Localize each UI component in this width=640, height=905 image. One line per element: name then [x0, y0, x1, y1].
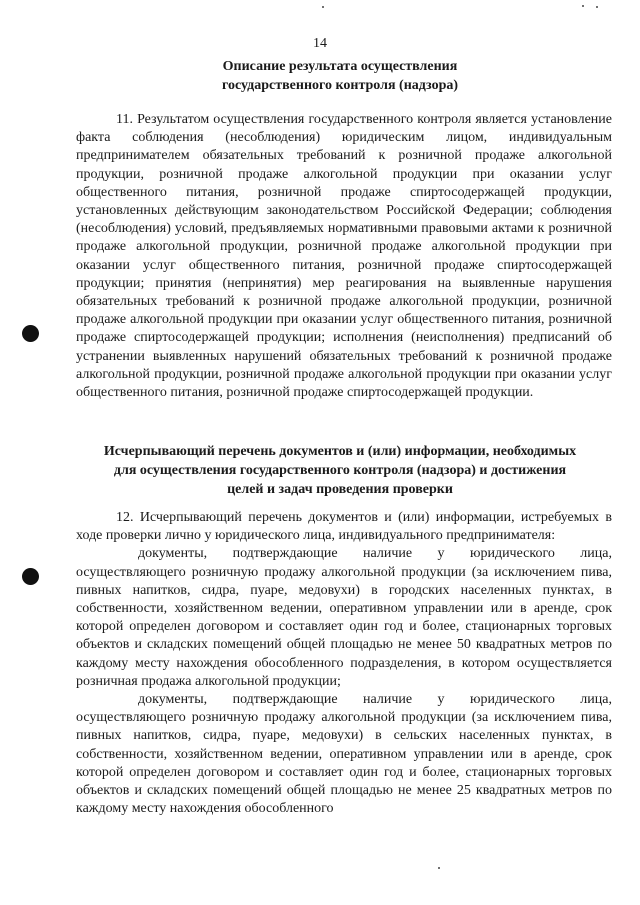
- list-item: документы, подтверждающие наличие у юридического лица, осуществляющего розничную продажу алкогольной продукции (за исключением пива, пивных напитков, сидра, пуаре, медовухи) в городских населенных пунктах, в собственности, хозяйственном ведении, оперативном управлении или в аренде, срок которой определен договором и составляет один год и более, стационарных торговых объектов и складских помещений общей площадью не менее 50 квадратных метров по каждому месту нахождения обособленного подразделения, в котором осуществляется розничная продажа алкогольной продукции;: [76, 546, 612, 689]
- paragraph-text: 11. Результатом осуществления государственного контроля является установление факта соблюдения (несоблюдения) юридическим лицом, индивидуальным предпринимателем обязательных требований к розничной продаже алкогольной продукции, розничной продаже алкогольной продукции при оказании услуг общественного питания, розничной продаже спиртосодержащей продукции, установленных действующим законодательством Российской Федерации; соблюдения (несоблюдения) условий, предъявляемых нормативными правовыми актами к розничной продаже алкогольной продукции, розничной продаже алкогольной продукции при оказании услуг общественного питания, розничной продаже спиртосодержащей продукции; принятия (непринятия) мер реагирования на выявленные нарушения обязательных требований к розничной продаже алкогольной продукции, розничной продаже алкогольной продукции при оказании услуг общественного питания, розничной продаже спиртосодержащей продукции; исполнения (неисполнения) предписаний об устранении выявленных нарушений обязательных требований к розничной продаже алкогольной продукции, розничной продаже алкогольной продукции при оказании услуг общественного питания, розничной продаже спиртосодержащей продукции.: [76, 112, 612, 401]
- binder-hole-mark: [22, 325, 39, 342]
- scan-speck: [596, 6, 598, 8]
- scan-speck: [582, 5, 584, 7]
- list-item: документы, подтверждающие наличие у юридического лица, осуществляющего розничную продажу алкогольной продукции (за исключением пива, пивных напитков, сидра, пуаре, медовухи) в сельских населенных пунктах, в собственности, хозяйственном ведении, оперативном управлении или в аренде, срок которой определен договором и составляет один год и более, стационарных торговых объектов и складских помещений общей площадью не менее 25 квадратных метров по каждому месту нахождения обособленного: [76, 692, 612, 817]
- scan-speck: [438, 867, 440, 869]
- page-number: 14: [313, 36, 327, 51]
- binder-hole-mark: [22, 568, 39, 585]
- section-title-line: Исчерпывающий перечень документов и (или) информации, необходимых: [103, 444, 577, 459]
- paragraph-text: 12. Исчерпывающий перечень документов и (или) информации, истребуемых в ходе проверки лично у юридического лица, индивидуального предпринимателя:: [76, 510, 612, 544]
- section-title-line: государственного контроля (надзора): [221, 78, 459, 93]
- scan-speck: [322, 6, 324, 8]
- section-title-line: для осуществления государственного контроля (надзора) и достижения: [113, 463, 567, 478]
- section-title-line: целей и задач проведения проверки: [227, 482, 453, 497]
- section-title-documents: [60, 442, 620, 499]
- paragraph-11: [76, 111, 612, 402]
- section-title-line: Описание результата осуществления: [222, 59, 458, 74]
- section-title-result: [60, 57, 620, 95]
- paragraph-12: [76, 509, 612, 818]
